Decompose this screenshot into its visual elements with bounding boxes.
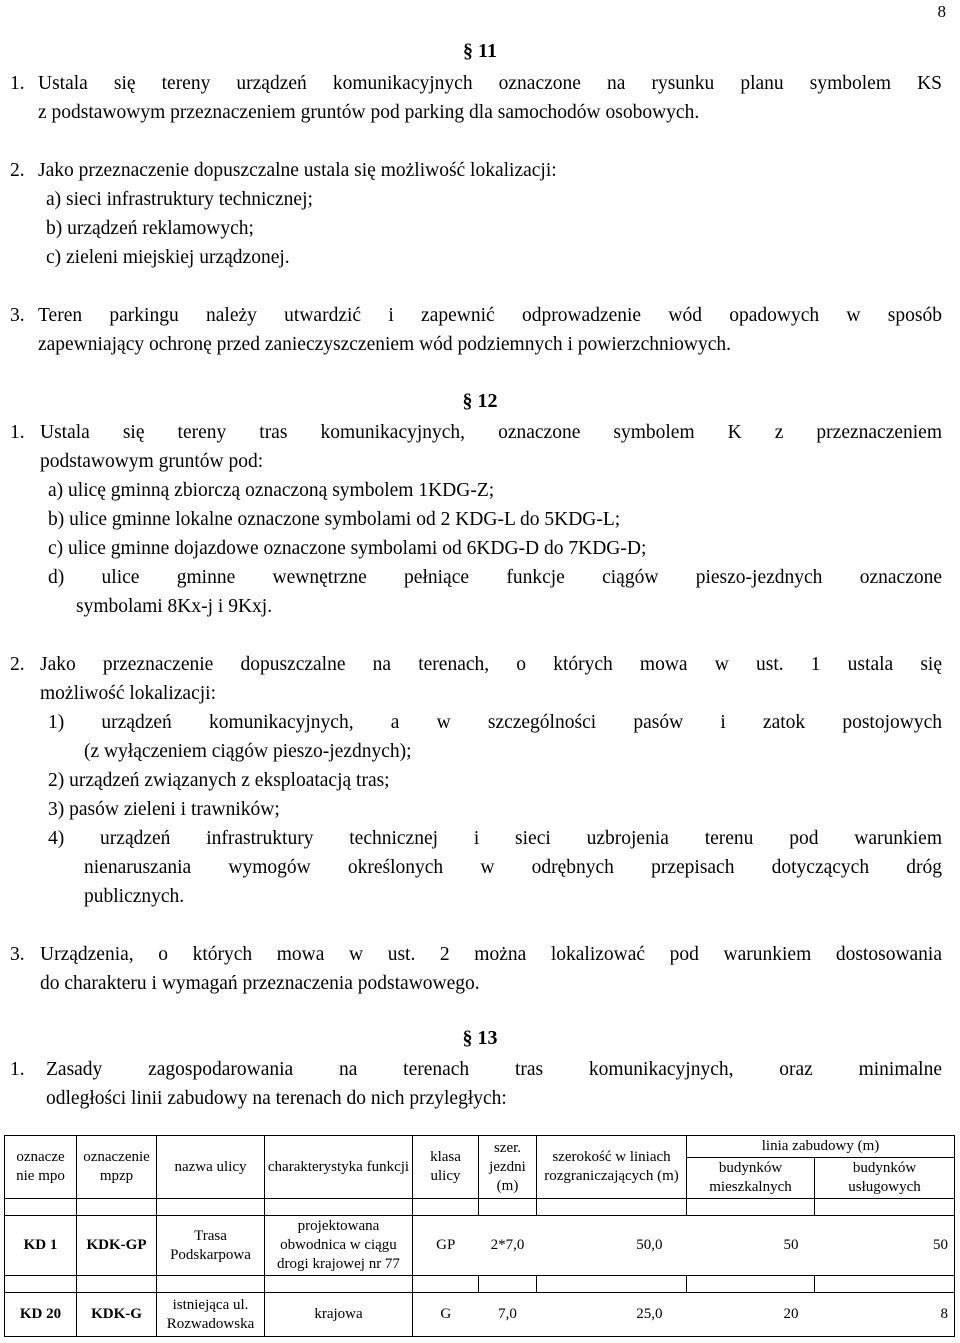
- s11-p2-item-b: b) urządzeń reklamowych;: [46, 218, 254, 239]
- s12-p2-item-4-line2: nienaruszania wymogów określonych w odrębnych przepisach dotyczących dróg: [84, 857, 942, 878]
- cell-mpo: KD 1: [5, 1216, 77, 1276]
- s12-p2-item-3: 3) pasów zieleni i trawników;: [48, 799, 280, 820]
- section-13-heading: [0, 1027, 960, 1050]
- cell-boundary-width: 25,0: [537, 1293, 687, 1337]
- s12-p1-number: 1.: [10, 422, 25, 443]
- s12-p2-item-2: 2) urządzeń związanych z eksploatacją tras;: [48, 770, 390, 791]
- header-building-line: linia zabudowy (m): [687, 1136, 955, 1158]
- cell-mpzp: KDK-G: [77, 1293, 157, 1337]
- s12-p2-item-4-line1: 4) urządzeń infrastruktury technicznej i sieci uzbrojenia terenu pod warunkiem: [48, 828, 942, 849]
- s12-p3-line1: Urządzenia, o których mowa w ust. 2 można lokalizować pod warunkiem dostosowania: [40, 944, 942, 965]
- table-row: [5, 1293, 955, 1337]
- cell-road-width: 2*7,0: [479, 1216, 537, 1276]
- s12-p3-line2: do charakteru i wymagań przeznaczenia podstawowego.: [40, 973, 480, 994]
- s12-p1-line1: Ustala się tereny tras komunikacyjnych, oznaczone symbolem K z przeznaczeniem: [40, 422, 942, 443]
- cell-road-width: 7,0: [479, 1293, 537, 1337]
- header-mpzp: oznaczenie mpzp: [77, 1136, 157, 1199]
- s13-p1-line1: Zasady zagospodarowania na terenach tras komunikacyjnych, oraz minimalne: [46, 1059, 942, 1080]
- section-number: 11: [478, 40, 497, 62]
- s13-p1-number: 1.: [10, 1059, 25, 1080]
- s11-p2-item-a: a) sieci infrastruktury technicznej;: [46, 189, 313, 210]
- header-function: charakterystyka funkcji: [265, 1136, 413, 1199]
- cell-function: projektowana obwodnica w ciągu drogi krajowej nr 77: [265, 1216, 413, 1276]
- section-12-heading: [0, 390, 960, 413]
- s11-p1-number: 1.: [10, 73, 25, 94]
- s12-p1-item-b: b) ulice gminne lokalne oznaczone symbolami od 2 KDG-L do 5KDG-L;: [48, 509, 621, 530]
- s11-p1-line1: Ustala się tereny urządzeń komunikacyjnych oznaczone na rysunku planu symbolem KS: [38, 73, 942, 94]
- cell-residential: 20: [687, 1293, 815, 1337]
- s11-p2-number: 2.: [10, 160, 25, 181]
- s12-p2-number: 2.: [10, 654, 25, 675]
- s12-p1-line2: podstawowym gruntów pod:: [40, 451, 264, 472]
- s11-p3-line1: Teren parkingu należy utwardzić i zapewnić odprowadzenie wód opadowych w sposób: [38, 305, 942, 326]
- s12-p1-item-d-line1: d) ulice gminne wewnętrzne pełniące funkcje ciągów pieszo-jezdnych oznaczone: [48, 567, 942, 588]
- cell-service: 50: [815, 1216, 955, 1276]
- s11-p1-line2: z podstawowym przeznaczeniem gruntów pod parking dla samochodów osobowych.: [38, 102, 700, 123]
- header-mpo: oznacze nie mpo: [5, 1136, 77, 1199]
- s11-p2-item-c: c) zieleni miejskiej urządzonej.: [46, 247, 290, 268]
- cell-street-name: istniejąca ul. Rozwadowska: [157, 1293, 265, 1337]
- s12-p3-number: 3.: [10, 944, 25, 965]
- s12-p1-item-d-line2: symbolami 8Kx-j i 9Kxj.: [76, 596, 273, 617]
- section-sign: §: [462, 390, 473, 412]
- section-sign: §: [462, 1027, 473, 1049]
- header-residential: budynków mieszkalnych: [687, 1158, 815, 1199]
- section-number: 13: [477, 1027, 498, 1049]
- s12-p2-item-1-line2: (z wyłączeniem ciągów pieszo-jezdnych);: [84, 741, 412, 762]
- cell-class: GP: [413, 1216, 479, 1276]
- page-number: 8: [937, 2, 946, 21]
- header-service: budynków usługowych: [815, 1158, 955, 1199]
- header-street-name: nazwa ulicy: [157, 1136, 265, 1199]
- section-number: 12: [477, 390, 498, 412]
- header-boundary-width: szerokość w liniach rozgraniczających (m): [537, 1136, 687, 1199]
- cell-class: G: [413, 1293, 479, 1337]
- cell-street-name: Trasa Podskarpowa: [157, 1216, 265, 1276]
- header-road-width: szer. jezdni (m): [479, 1136, 537, 1199]
- cell-mpzp: KDK-GP: [77, 1216, 157, 1276]
- s12-p1-item-c: c) ulice gminne dojazdowe oznaczone symbolami od 6KDG-D do 7KDG-D;: [48, 538, 647, 559]
- s12-p2-line1: Jako przeznaczenie dopuszczalne na terenach, o których mowa w ust. 1 ustala się: [40, 654, 942, 675]
- s11-p2-line1: Jako przeznaczenie dopuszczalne ustala się możliwość lokalizacji:: [38, 160, 557, 181]
- cell-residential: 50: [687, 1216, 815, 1276]
- table-row: [5, 1216, 955, 1276]
- cell-function: krajowa: [265, 1293, 413, 1337]
- s12-p2-item-4-line3: publicznych.: [84, 886, 185, 907]
- s12-p2-item-1-line1: 1) urządzeń komunikacyjnych, a w szczególności pasów i zatok postojowych: [48, 712, 942, 733]
- s11-p3-line2: zapewniający ochronę przed zanieczyszczeniem wód podziemnych i powierzchniowych.: [38, 334, 732, 355]
- header-class: klasa ulicy: [413, 1136, 479, 1199]
- s12-p1-item-a: a) ulicę gminną zbiorczą oznaczoną symbolem 1KDG-Z;: [48, 480, 495, 501]
- section-sign: §: [463, 40, 474, 62]
- s12-p2-line2: możliwość lokalizacji:: [40, 683, 216, 704]
- section-11-heading: [0, 40, 960, 63]
- cell-mpo: KD 20: [5, 1293, 77, 1337]
- s11-p3-number: 3.: [10, 305, 25, 326]
- s13-p1-line2: odległości linii zabudowy na terenach do nich przyległych:: [46, 1088, 507, 1109]
- road-table: [4, 1135, 955, 1337]
- cell-service: 8: [815, 1293, 955, 1337]
- cell-boundary-width: 50,0: [537, 1216, 687, 1276]
